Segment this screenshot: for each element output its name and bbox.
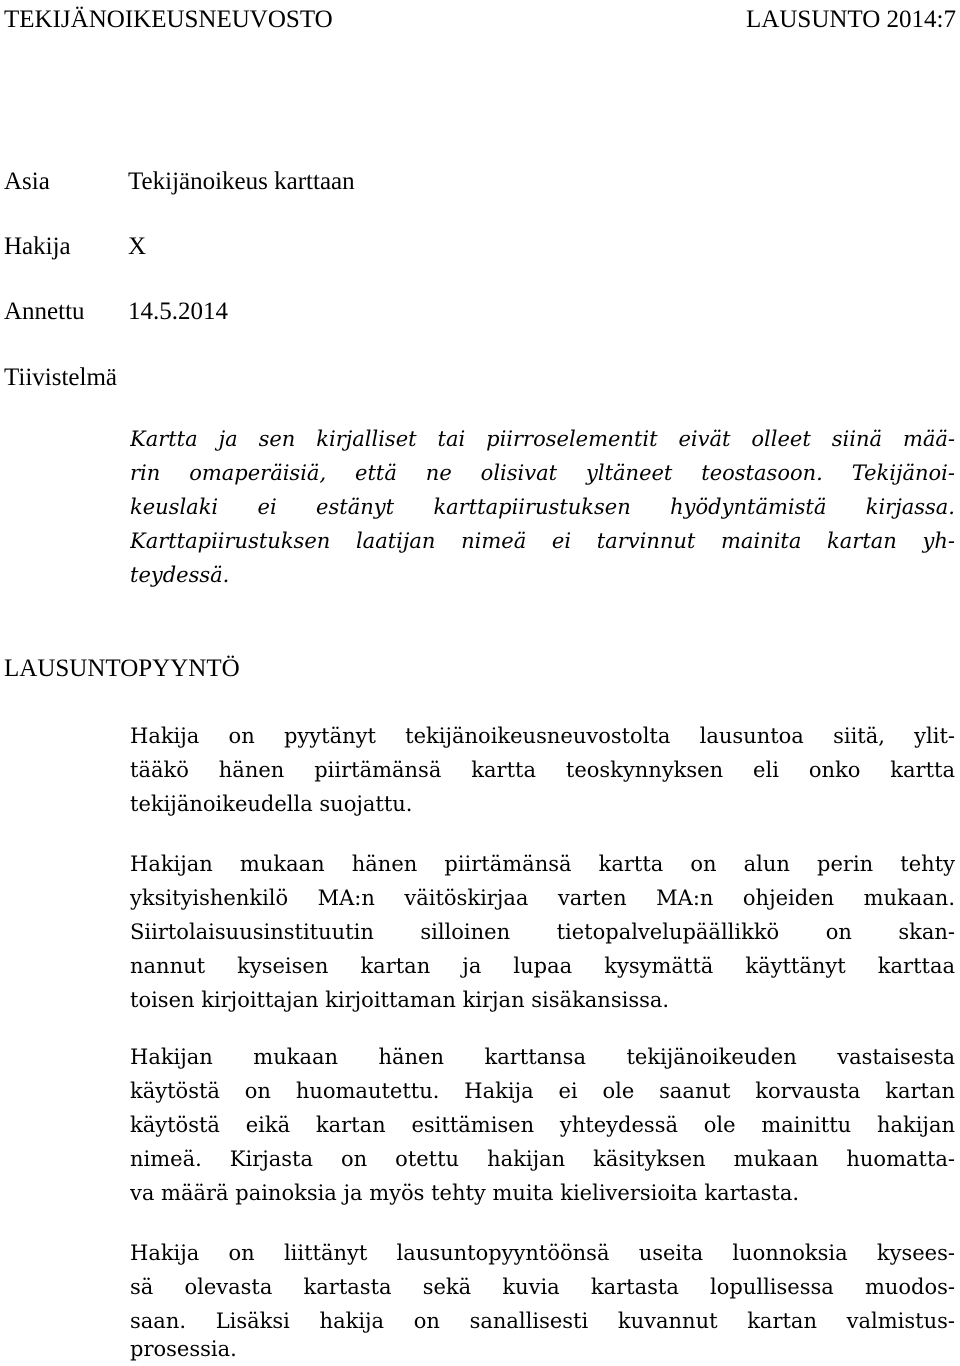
paragraph-line: nannut kyseisen kartan ja lupaa kysymättä käyttänyt karttaa	[130, 954, 955, 978]
paragraph-line: toisen kirjoittajan kirjoittaman kirjan sisäkansissa.	[130, 988, 670, 1012]
summary-line: rin omaperäisiä, että ne olisivat yltäneet teostasoon. Tekijänoi-	[130, 461, 955, 485]
applicant-label: Hakija	[4, 233, 71, 260]
summary-line: teydessä.	[130, 563, 230, 587]
paragraph-line: yksityishenkilö MA:n väitöskirjaa varten MA:n ohjeiden mukaan.	[130, 886, 955, 910]
paragraph-line: käytöstä on huomautettu. Hakija ei ole saanut korvausta kartan	[130, 1079, 955, 1103]
summary-line: keuslaki ei estänyt karttapiirustuksen hyödyntämistä kirjassa.	[130, 495, 955, 519]
summary-line: Kartta ja sen kirjalliset tai piirroselementit eivät olleet siinä mää-	[130, 427, 955, 451]
applicant-value: X	[128, 233, 147, 260]
paragraph-line: Hakija on pyytänyt tekijänoikeusneuvostolta lausuntoa siitä, ylit-	[130, 724, 955, 748]
issued-label: Annettu	[4, 298, 85, 325]
paragraph-line: käytöstä eikä kartan esittämisen yhteydessä ole mainittu hakijan	[130, 1113, 955, 1137]
paragraph-line: prosessia.	[130, 1337, 237, 1361]
paragraph-line: tekijänoikeudella suojattu.	[130, 792, 413, 816]
organization-name: TEKIJÄNOIKEUSNEUVOSTO	[4, 6, 333, 33]
summary-line: Karttapiirustuksen laatijan nimeä ei tarvinnut mainita kartan yh-	[130, 529, 955, 553]
paragraph-line: Siirtolaisuusinstituutin silloinen tietopalvelupäällikkö on skan-	[130, 920, 955, 944]
paragraph-line: Hakija on liittänyt lausuntopyyntöönsä useita luonnoksia kysees-	[130, 1241, 955, 1265]
paragraph-line: Hakijan mukaan hänen piirtämänsä kartta on alun perin tehty	[130, 852, 955, 876]
paragraph-line: Hakijan mukaan hänen karttansa tekijänoikeuden vastaisesta	[130, 1045, 955, 1069]
statement-number: LAUSUNTO 2014:7	[746, 6, 956, 33]
issued-date: 14.5.2014	[128, 298, 228, 325]
subject-label: Asia	[4, 168, 50, 195]
paragraph-line: va määrä painoksia ja myös tehty muita kieliversioita kartasta.	[130, 1181, 800, 1205]
paragraph-line: tääkö hänen piirtämänsä kartta teoskynnyksen eli onko kartta	[130, 758, 955, 782]
request-heading: LAUSUNTOPYYNTÖ	[4, 655, 240, 682]
paragraph-line: nimeä. Kirjasta on otettu hakijan käsityksen mukaan huomatta-	[130, 1147, 955, 1171]
paragraph-line: sä olevasta kartasta sekä kuvia kartasta lopullisessa muodos-	[130, 1275, 955, 1299]
summary-heading: Tiivistelmä	[4, 364, 117, 391]
paragraph-line: saan. Lisäksi hakija on sanallisesti kuvannut kartan valmistus-	[130, 1309, 955, 1333]
subject-value: Tekijänoikeus karttaan	[128, 168, 355, 195]
